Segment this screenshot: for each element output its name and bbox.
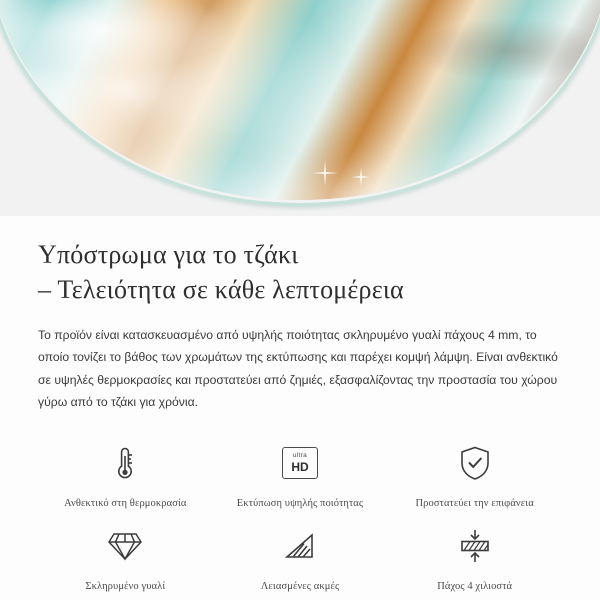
feature-label: Σκληρυμένο γυαλί	[85, 580, 166, 592]
feature-label: Εκτύπωση υψηλής ποιότητας	[236, 497, 364, 509]
page-title	[38, 238, 562, 308]
description-paragraph: Το προϊόν είναι κατασκευασμένο από υψηλής ποιότητας σκληρυμένο γυαλί πάχους 4 mm, το οποίο τονίζει το βάθος των χρωμάτων της εκτύπωσης και παρέχει κομψή λάμψη. Είναι ανθεκτικό σε υψηλές θερμοκρασίες και προστατεύει από ζημιές, εξασφαλίζοντας την προστασία του χώρου γύρω από το τζάκι για χρόνια.	[38, 327, 558, 410]
feature-grid	[38, 438, 562, 593]
feature-item	[38, 438, 213, 511]
marble-glass-plate-graphic	[0, 0, 600, 200]
feature-item	[38, 521, 213, 594]
content-area	[0, 216, 600, 593]
feature-item	[387, 438, 562, 511]
ultra-hd-badge-main: HD	[291, 459, 309, 474]
ultra-hd-badge	[282, 447, 318, 479]
feature-label: Λειασμένες ακμές	[260, 580, 340, 592]
ultra-hd-badge-top: ultra	[292, 452, 308, 460]
diamond-icon	[98, 521, 152, 571]
thermometer-icon	[98, 438, 152, 488]
headline-line-1: Υπόστρωμα για το τζάκι	[38, 240, 299, 269]
polished-edges-icon	[273, 521, 327, 571]
feature-item	[387, 521, 562, 594]
feature-label: Πάχος 4 χιλιοστά	[437, 580, 513, 592]
feature-item	[213, 521, 388, 594]
feature-label: Ανθεκτικό στη θερμοκρασία	[64, 497, 187, 509]
feature-item	[213, 438, 388, 511]
ultra-hd-icon	[273, 438, 327, 488]
shield-check-icon	[448, 438, 502, 488]
thickness-arrows-icon	[448, 521, 502, 571]
headline-line-2: – Τελειότητα σε κάθε λεπτομέρεια	[38, 274, 404, 304]
hero-image	[0, 0, 600, 216]
feature-label: Προστατεύει την επιφάνεια	[415, 497, 534, 509]
